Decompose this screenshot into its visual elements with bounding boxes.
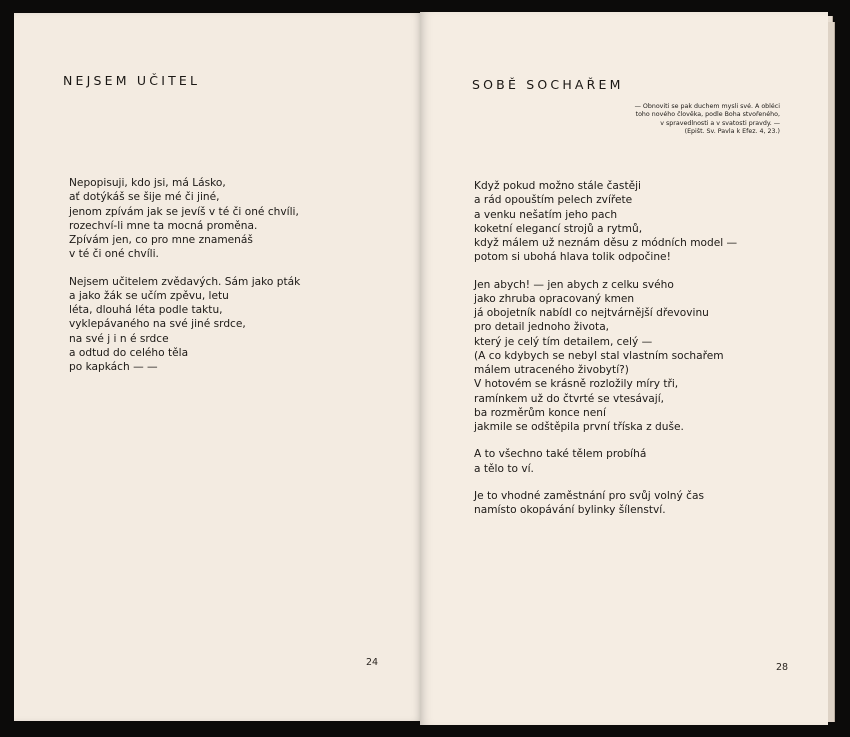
- poem-line: a jako žák se učím zpěvu, letu: [69, 289, 229, 302]
- page-title: NEJSEM UČITEL: [63, 73, 201, 88]
- poem-line: (A co kdybych se nebyl stal vlastním sochařem: [474, 349, 724, 362]
- poem-line: jenom zpívám jak se jevíš v té či oné chvíli,: [69, 205, 299, 218]
- poem-line: Je to vhodné zaměstnání pro svůj volný čas: [474, 489, 704, 502]
- poem-line: koketní elegancí strojů a rytmů,: [474, 222, 643, 235]
- poem-line: a odtud do celého těla: [69, 346, 189, 359]
- left-page: [14, 13, 422, 721]
- poem-line: který je celý tím detailem, celý —: [474, 335, 653, 348]
- epigraph-line: v spravedlnosti a v svatosti pravdy. —: [660, 119, 780, 127]
- epigraph-line: (Epišt. Sv. Pavla k Efez. 4, 23.): [684, 127, 780, 135]
- poem-line: Nejsem učitelem zvědavých. Sám jako pták: [69, 275, 301, 288]
- poem-line: ať dotýkáš se šije mé či jiné,: [69, 191, 220, 204]
- poem-line: namísto okopávání bylinky šílenství.: [474, 504, 666, 516]
- poem-line: rozechví-li mne ta mocná proměna.: [69, 219, 258, 232]
- poem-line: já obojetník nabídl co nejtvárnější dřevovinu: [474, 307, 709, 319]
- poem-line: ba rozměrům konce není: [474, 406, 606, 419]
- poem-line: ramínkem už do čtvrté se vtesávají,: [474, 392, 665, 405]
- poem-line: potom si ubohá hlava tolik odpočine!: [474, 251, 671, 264]
- poem-line: a venku nešatím jeho pach: [474, 208, 618, 221]
- poem-line: jakmile se odštěpila první tříska z duše.: [474, 421, 684, 433]
- poem-body: [474, 179, 737, 517]
- right-page: [420, 12, 828, 725]
- poem-body: [69, 176, 300, 374]
- poem-line: v té či oné chvíli.: [69, 248, 159, 261]
- poem-line: vyklepávaného na své jiné srdce,: [69, 318, 246, 331]
- poem-line: Když pokud možno stále častěji: [474, 180, 642, 192]
- poem-line: po kapkách — —: [69, 361, 158, 373]
- poem-line: V hotovém se krásně rozložily míry tři,: [474, 378, 679, 391]
- poem-line: a rád opouštím pelech zvířete: [474, 194, 633, 207]
- page-number: 28: [776, 662, 789, 673]
- epigraph-line: toho nového člověka, podle Boha stvořeného,: [635, 111, 780, 119]
- epigraph-line: — Obnoviti se pak duchem mysli své. A obléci: [634, 103, 780, 110]
- poem-line: Jen abych! — jen abych z celku svého: [474, 278, 674, 291]
- epigraph: [635, 103, 780, 136]
- poem-line: léta, dlouhá léta podle taktu,: [69, 304, 223, 316]
- poem-line: málem utraceného živobytí?): [474, 364, 629, 376]
- poem-line: pro detail jednoho života,: [474, 321, 610, 334]
- page-title: SOBĚ SOCHAŘEM: [472, 77, 624, 92]
- poem-line: na své j i n é srdce: [69, 332, 169, 345]
- poem-line: a tělo to ví.: [474, 462, 534, 475]
- poem-line: jako zhruba opracovaný kmen: [474, 292, 635, 305]
- poem-line: Zpívám jen, co pro mne znamenáš: [69, 234, 253, 246]
- page-number: 24: [366, 657, 379, 668]
- poem-line: Nepopisuji, kdo jsi, má Lásko,: [69, 177, 226, 189]
- poem-line: A to všechno také tělem probíhá: [474, 448, 647, 461]
- poem-line: když málem už neznám děsu z módních model —: [474, 237, 738, 249]
